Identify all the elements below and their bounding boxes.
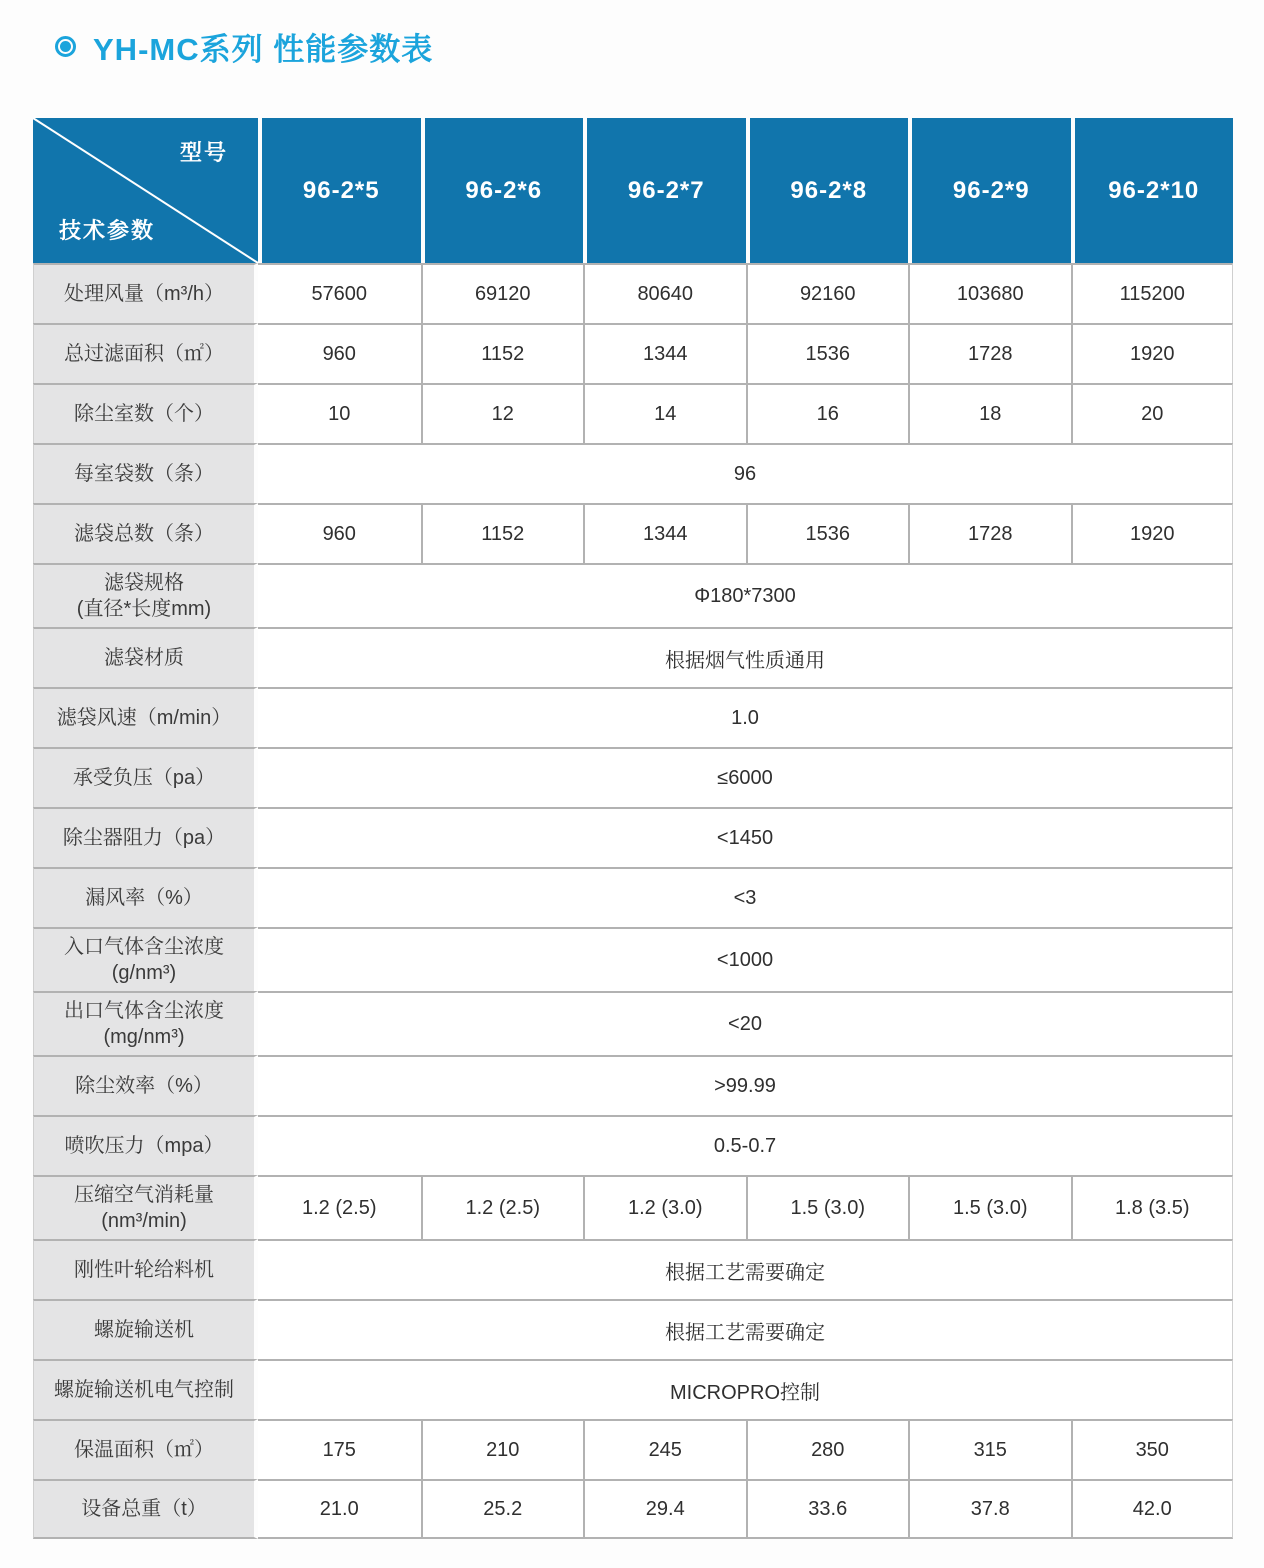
row-value-merged: <1000 — [258, 927, 1233, 991]
row-label-line2: (mg/nm³) — [103, 1026, 185, 1048]
column-header-6: 96-2*10 — [1071, 118, 1234, 263]
row-label — [33, 443, 258, 503]
row-label — [33, 503, 258, 563]
cell-value: 1536 — [746, 323, 909, 383]
cell-value: 245 — [583, 1419, 746, 1479]
table-row — [33, 263, 1233, 323]
cell-value: 16 — [746, 383, 909, 443]
cell-value: 1.8 (3.5) — [1071, 1175, 1234, 1239]
column-header-3: 96-2*7 — [583, 118, 746, 263]
row-label — [33, 1239, 258, 1299]
table-row — [33, 1239, 1233, 1299]
cell-value: 1344 — [583, 323, 746, 383]
row-value-merged: MICROPRO控制 — [258, 1359, 1233, 1419]
row-label-line1: 总过滤面积（㎡） — [64, 343, 224, 365]
row-label-line2: (直径*长度mm) — [76, 598, 212, 620]
row-label — [33, 323, 258, 383]
row-value-merged: 根据烟气性质通用 — [258, 627, 1233, 687]
cell-value: 960 — [258, 323, 421, 383]
row-label-line1: 压缩空气消耗量 — [74, 1184, 214, 1206]
row-label — [33, 807, 258, 867]
cell-value: 12 — [421, 383, 584, 443]
table-row — [33, 323, 1233, 383]
cell-value: 42.0 — [1071, 1479, 1234, 1539]
table-row — [33, 383, 1233, 443]
column-header-1: 96-2*5 — [258, 118, 421, 263]
row-value-merged: >99.99 — [258, 1055, 1233, 1115]
table-row — [33, 807, 1233, 867]
row-label-line1: 滤袋总数（条） — [74, 523, 214, 545]
table-row — [33, 927, 1233, 991]
cell-value: 80640 — [583, 263, 746, 323]
row-label — [33, 991, 258, 1055]
row-value-merged: Φ180*7300 — [258, 563, 1233, 627]
row-label-line2: (g/nm³) — [111, 962, 177, 984]
row-label-line1: 设备总重（t） — [81, 1498, 207, 1520]
row-label — [33, 867, 258, 927]
row-value-merged: 96 — [258, 443, 1233, 503]
table-row — [33, 627, 1233, 687]
cell-value: 14 — [583, 383, 746, 443]
cell-value: 103680 — [908, 263, 1071, 323]
row-label-line1: 出口气体含尘浓度 — [64, 1000, 224, 1022]
row-label — [33, 927, 258, 991]
cell-value: 1.5 (3.0) — [746, 1175, 909, 1239]
row-value-merged: 0.5-0.7 — [258, 1115, 1233, 1175]
cell-value: 175 — [258, 1419, 421, 1479]
row-label-line1: 处理风量（m³/h） — [64, 283, 224, 305]
cell-value: 315 — [908, 1419, 1071, 1479]
row-label — [33, 383, 258, 443]
table-row — [33, 563, 1233, 627]
row-label-line1: 漏风率（%） — [85, 887, 203, 909]
bullet-icon — [55, 36, 76, 57]
row-label — [33, 563, 258, 627]
cell-value: 21.0 — [258, 1479, 421, 1539]
row-label-line1: 保温面积（㎡） — [74, 1439, 214, 1461]
row-label — [33, 1055, 258, 1115]
row-label — [33, 1479, 258, 1539]
table-row — [33, 991, 1233, 1055]
corner-header-cell — [33, 118, 258, 263]
row-label-line1: 承受负压（pa） — [72, 767, 216, 789]
section-title-bar — [0, 0, 1264, 66]
cell-value: 1728 — [908, 503, 1071, 563]
cell-value: 57600 — [258, 263, 421, 323]
header-row — [33, 118, 1233, 263]
page-title: YH-MC系列 性能参数表 — [93, 31, 434, 67]
table-row — [33, 747, 1233, 807]
row-label — [33, 1115, 258, 1175]
cell-value: 1.2 (2.5) — [258, 1175, 421, 1239]
row-label — [33, 263, 258, 323]
row-label-line1: 滤袋规格 — [104, 572, 184, 594]
row-value-merged: <1450 — [258, 807, 1233, 867]
row-label-line1: 滤袋风速（m/min） — [56, 707, 232, 729]
cell-value: 1920 — [1071, 323, 1234, 383]
performance-parameter-table — [33, 118, 1233, 1539]
table-row — [33, 1299, 1233, 1359]
cell-value: 115200 — [1071, 263, 1234, 323]
table-row — [33, 867, 1233, 927]
table-row — [33, 1359, 1233, 1419]
cell-value: 1728 — [908, 323, 1071, 383]
cell-value: 18 — [908, 383, 1071, 443]
cell-value: 69120 — [421, 263, 584, 323]
cell-value: 33.6 — [746, 1479, 909, 1539]
corner-label-tech-params: 技术参数 — [59, 218, 156, 243]
table-row — [33, 687, 1233, 747]
cell-value: 1536 — [746, 503, 909, 563]
table-row — [33, 443, 1233, 503]
row-label-line1: 刚性叶轮给料机 — [74, 1259, 214, 1281]
row-label-line1: 螺旋输送机电气控制 — [54, 1379, 234, 1401]
cell-value: 20 — [1071, 383, 1234, 443]
row-label — [33, 1359, 258, 1419]
row-label-line1: 每室袋数（条） — [74, 463, 214, 485]
row-label — [33, 1299, 258, 1359]
row-value-merged: 根据工艺需要确定 — [258, 1239, 1233, 1299]
table-row — [33, 1479, 1233, 1539]
table-row — [33, 1115, 1233, 1175]
row-label-line1: 除尘室数（个） — [74, 403, 214, 425]
cell-value: 350 — [1071, 1419, 1234, 1479]
cell-value: 10 — [258, 383, 421, 443]
cell-value: 960 — [258, 503, 421, 563]
row-value-merged: ≤6000 — [258, 747, 1233, 807]
cell-value: 1.5 (3.0) — [908, 1175, 1071, 1239]
cell-value: 1.2 (2.5) — [421, 1175, 584, 1239]
cell-value: 37.8 — [908, 1479, 1071, 1539]
row-value-merged: <3 — [258, 867, 1233, 927]
cell-value: 92160 — [746, 263, 909, 323]
column-header-5: 96-2*9 — [908, 118, 1071, 263]
cell-value: 1920 — [1071, 503, 1234, 563]
row-label — [33, 1175, 258, 1239]
row-label-line1: 螺旋输送机 — [94, 1319, 194, 1341]
row-value-merged: <20 — [258, 991, 1233, 1055]
row-label — [33, 747, 258, 807]
cell-value: 1152 — [421, 503, 584, 563]
row-label — [33, 687, 258, 747]
row-label — [33, 1419, 258, 1479]
row-label-line2: (nm³/min) — [101, 1210, 187, 1232]
corner-label-model: 型号 — [179, 140, 228, 165]
row-label-line1: 喷吹压力（mpa） — [64, 1135, 224, 1157]
row-value-merged: 根据工艺需要确定 — [258, 1299, 1233, 1359]
row-label-line1: 滤袋材质 — [104, 647, 184, 669]
table-body — [33, 263, 1233, 1539]
cell-value: 210 — [421, 1419, 584, 1479]
row-label — [33, 627, 258, 687]
cell-value: 1152 — [421, 323, 584, 383]
cell-value: 1.2 (3.0) — [583, 1175, 746, 1239]
table-row — [33, 1055, 1233, 1115]
row-label-line1: 除尘效率（%） — [75, 1075, 213, 1097]
row-label-line1: 入口气体含尘浓度 — [64, 936, 224, 958]
table-row — [33, 1419, 1233, 1479]
table-row — [33, 1175, 1233, 1239]
column-header-4: 96-2*8 — [746, 118, 909, 263]
row-label-line1: 除尘器阻力（pa） — [62, 827, 226, 849]
row-value-merged: 1.0 — [258, 687, 1233, 747]
cell-value: 1344 — [583, 503, 746, 563]
column-header-2: 96-2*6 — [421, 118, 584, 263]
cell-value: 280 — [746, 1419, 909, 1479]
table-row — [33, 503, 1233, 563]
cell-value: 29.4 — [583, 1479, 746, 1539]
cell-value: 25.2 — [421, 1479, 584, 1539]
